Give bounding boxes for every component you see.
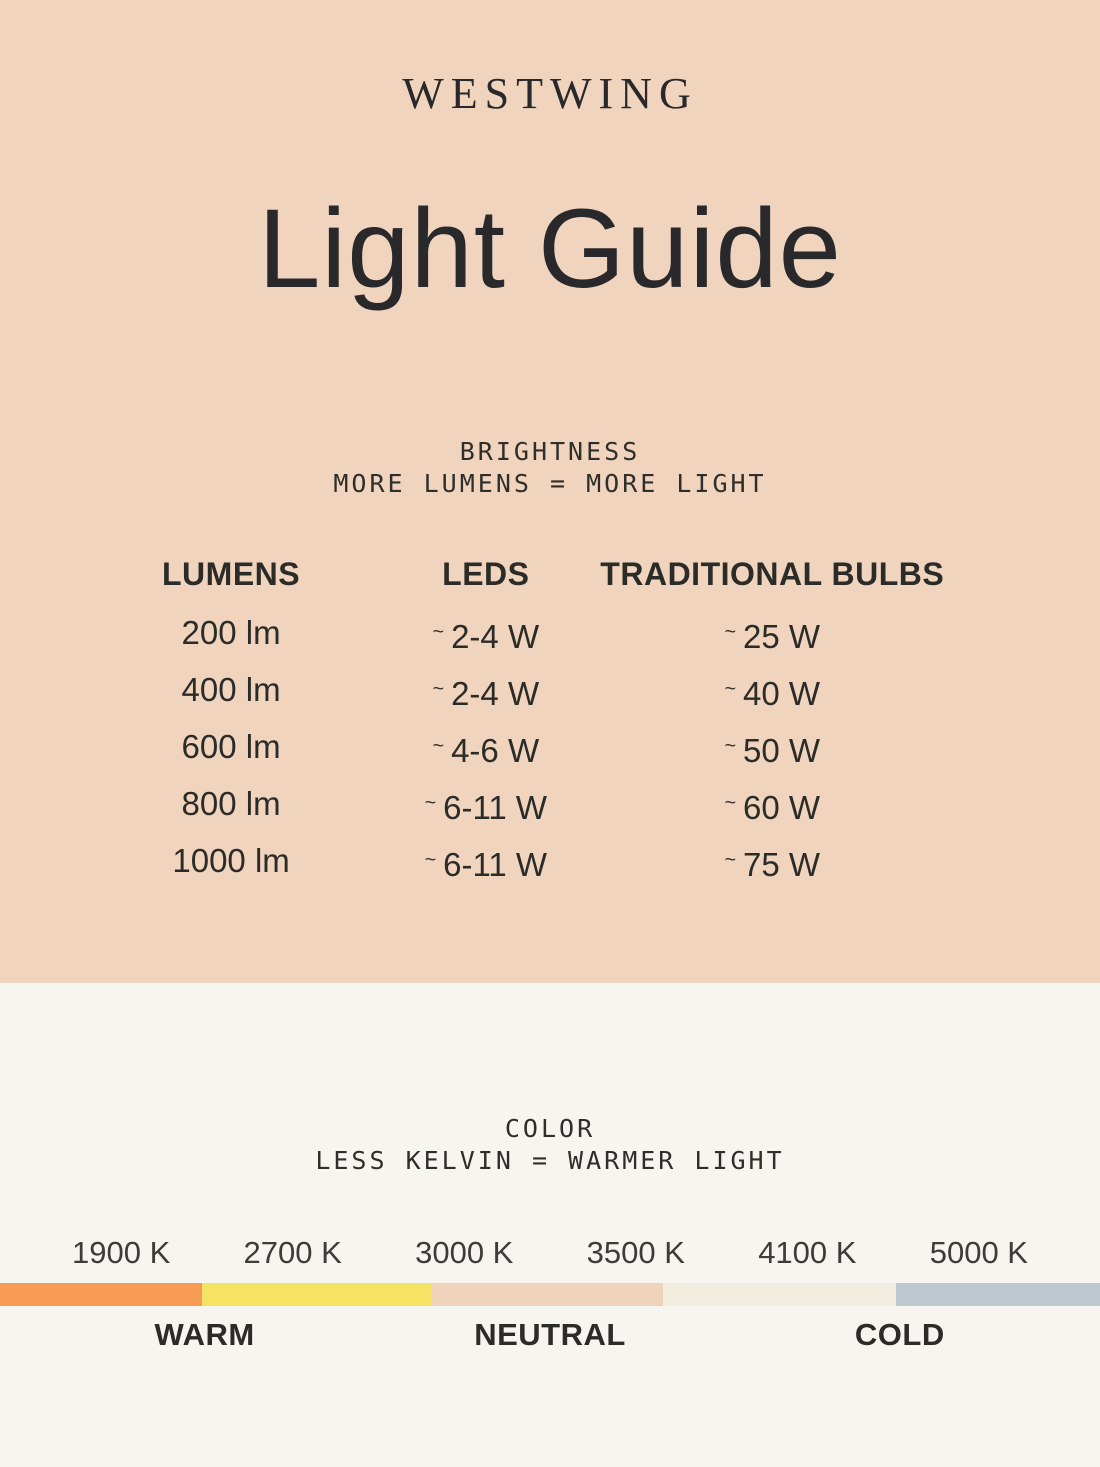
bulbs-value [575, 663, 970, 720]
bulbs-watts: 75 W [743, 845, 821, 883]
header-traditional-bulbs: TRADITIONAL BULBS [600, 556, 945, 592]
bulbs-watts: 40 W [743, 674, 821, 712]
bulbs-value [575, 720, 970, 777]
bulbs-value [575, 777, 970, 834]
temp-label-neutral: NEUTRAL [474, 1317, 626, 1352]
scale-segment-cold-blue [896, 1283, 1100, 1306]
approx-tilde: ~ [432, 621, 445, 643]
kelvin-label-3000: 3000 K [415, 1235, 514, 1270]
bulbs-watts: 60 W [743, 788, 821, 826]
header-lumens: LUMENS [162, 556, 301, 592]
leds-value [397, 834, 574, 891]
kelvin-label-3500: 3500 K [586, 1235, 685, 1270]
approx-tilde: ~ [424, 791, 437, 814]
color-heading-block [0, 1113, 1100, 1177]
scale-segment-neutral-peach [432, 1283, 663, 1306]
approx-tilde: ~ [724, 621, 736, 643]
leds-value [397, 777, 574, 834]
leds-watts: 2-4 W [451, 617, 540, 655]
leds-watts: 4-6 W [451, 731, 540, 769]
lumens-value: 600 lm [181, 727, 281, 765]
kelvin-labels [0, 1237, 1100, 1268]
table-header-row [65, 556, 970, 592]
color-section [0, 983, 1100, 1467]
table-row [65, 663, 970, 720]
color-heading: COLOR [504, 1114, 596, 1143]
scale-segment-neutral-cream [663, 1283, 896, 1306]
kelvin-label-4100: 4100 K [758, 1235, 857, 1270]
approx-tilde: ~ [432, 677, 445, 700]
brightness-table [0, 556, 1100, 890]
bulbs-watts: 25 W [743, 617, 821, 655]
temp-label-cold: COLD [854, 1317, 945, 1352]
approx-tilde: ~ [724, 848, 736, 871]
brand-logo: WESTWING [402, 69, 698, 118]
approx-tilde: ~ [724, 734, 736, 757]
kelvin-label-1900: 1900 K [72, 1235, 171, 1270]
kelvin-label-2700: 2700 K [243, 1235, 342, 1270]
temp-label-warm: WARM [154, 1317, 255, 1352]
lumens-value: 1000 lm [172, 841, 290, 879]
leds-watts: 6-11 W [443, 845, 548, 883]
table-body [65, 606, 970, 890]
scale-segment-warm-yellow [202, 1283, 432, 1306]
leds-value [397, 663, 574, 720]
brightness-heading: BRIGHTNESS [459, 437, 641, 466]
lumens-value: 800 lm [181, 784, 281, 822]
approx-tilde: ~ [432, 734, 445, 757]
table-row [65, 777, 970, 834]
approx-tilde: ~ [424, 848, 437, 871]
scale-segment-warm-orange [0, 1283, 202, 1306]
lumens-value: 400 lm [181, 670, 281, 708]
brightness-subheading: MORE LUMENS = MORE LIGHT [333, 469, 767, 498]
lumens-value: 200 lm [181, 614, 281, 651]
leds-watts: 6-11 W [443, 788, 548, 826]
leds-watts: 2-4 W [451, 674, 540, 712]
kelvin-label-5000: 5000 K [929, 1235, 1028, 1270]
approx-tilde: ~ [724, 677, 736, 700]
bulbs-value [575, 834, 970, 891]
page-title: Light Guide [258, 186, 842, 311]
color-subheading: LESS KELVIN = WARMER LIGHT [315, 1146, 785, 1175]
bulbs-watts: 50 W [743, 731, 821, 769]
leds-value [397, 606, 574, 663]
color-temperature-scale [0, 1283, 1100, 1306]
table-row [65, 834, 970, 891]
brightness-heading-block [0, 436, 1100, 500]
header-leds: LEDS [442, 556, 530, 592]
table-row [65, 720, 970, 777]
table-row [65, 606, 970, 663]
approx-tilde: ~ [724, 791, 736, 814]
leds-value [397, 720, 574, 777]
bulbs-value [575, 606, 970, 663]
temperature-labels [0, 1314, 1100, 1356]
